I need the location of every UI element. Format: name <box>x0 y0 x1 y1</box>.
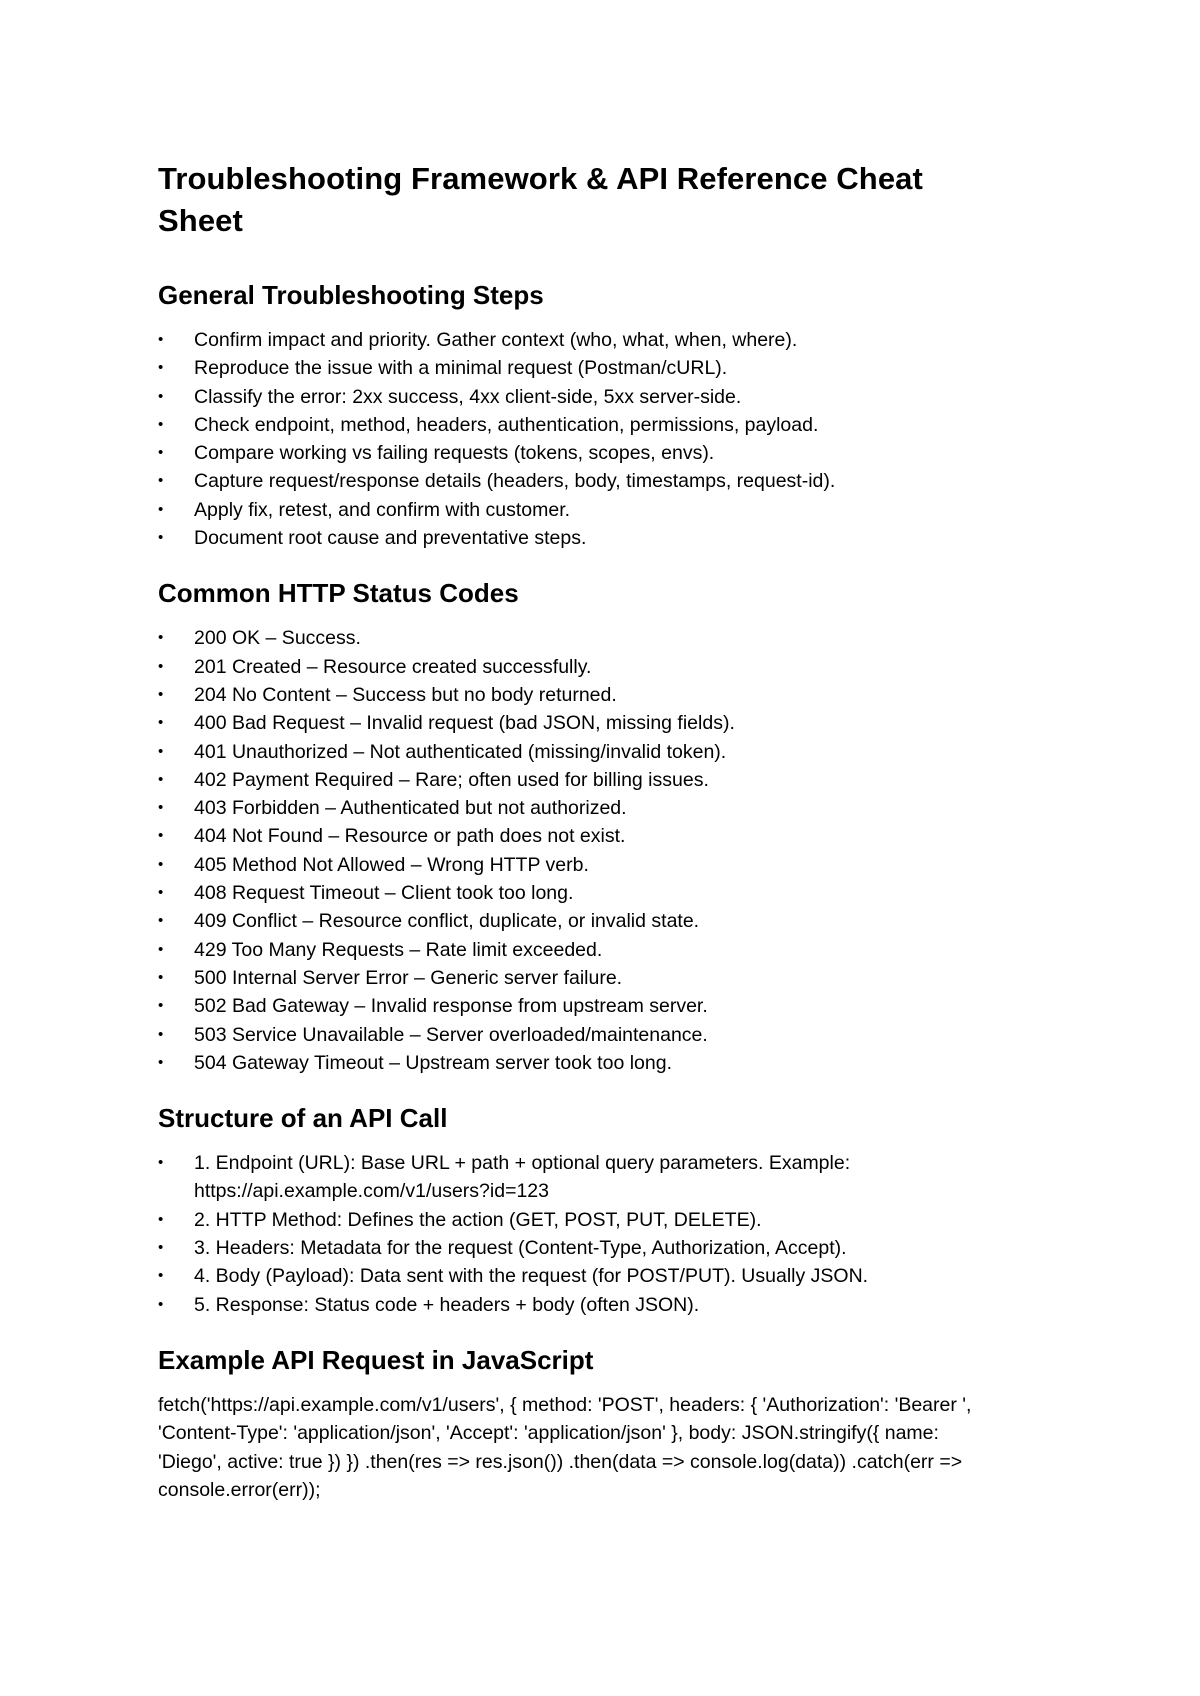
bullet-icon: • <box>158 359 164 377</box>
list-item <box>158 794 1000 822</box>
list-item-text: 500 Internal Server Error – Generic server failure. <box>194 966 623 989</box>
list-item <box>158 709 1000 737</box>
status-codes-list <box>158 624 1000 1077</box>
list-item <box>158 1049 1000 1077</box>
bullet-icon: • <box>158 629 164 647</box>
bullet-icon: • <box>158 827 164 845</box>
bullet-icon: • <box>158 472 164 490</box>
list-item <box>158 1021 1000 1049</box>
bullet-icon: • <box>158 1053 164 1071</box>
list-item-text: 200 OK – Success. <box>194 627 361 650</box>
list-item <box>158 936 1000 964</box>
list-item-text: 409 Conflict – Resource conflict, duplicate, or invalid state. <box>194 910 700 933</box>
list-item-text: 4. Body (Payload): Data sent with the request (for POST/PUT). Usually JSON. <box>194 1265 869 1288</box>
list-item-text: Confirm impact and priority. Gather context (who, what, when, where). <box>194 329 798 351</box>
list-item <box>158 964 1000 992</box>
list-item-text: 201 Created – Resource created successfully. <box>194 655 592 678</box>
list-item <box>158 879 1000 907</box>
bullet-icon: • <box>158 940 164 958</box>
list-item <box>158 1291 1000 1319</box>
list-item-text: 204 No Content – Success but no body returned. <box>194 683 617 706</box>
bullet-icon: • <box>158 1295 164 1313</box>
list-item <box>158 992 1000 1020</box>
list-item-text: 403 Forbidden – Authenticated but not authorized. <box>194 797 627 820</box>
list-item <box>158 1234 1000 1262</box>
list-item-text: 402 Payment Required – Rare; often used for billing issues. <box>194 768 709 791</box>
list-item <box>158 738 1000 766</box>
list-item-text: Apply fix, retest, and confirm with customer. <box>194 498 571 521</box>
js-example-code: fetch('https://api.example.com/v1/users', { method: 'POST', headers: { 'Authorization': 'Bearer ', 'Content-Type': 'application/json', 'Accept': 'application/json' }, body: JSON.stringify({ name: 'Diego', active: true }) }) .then(res => res.json()) .then(data => console.log(data)) .catch(err => console.error(err)); <box>158 1393 972 1502</box>
list-item <box>158 624 1000 652</box>
bullet-icon: • <box>158 444 164 462</box>
list-item <box>158 653 1000 681</box>
list-item <box>158 851 1000 879</box>
list-item-text: 400 Bad Request – Invalid request (bad JSON, missing fields). <box>194 712 735 735</box>
bullet-icon: • <box>158 685 164 703</box>
bullet-icon: • <box>158 1267 164 1285</box>
bullet-icon: • <box>158 968 164 986</box>
list-item <box>158 1206 1000 1234</box>
bullet-icon: • <box>158 1025 164 1043</box>
bullet-icon: • <box>158 799 164 817</box>
bullet-icon: • <box>158 742 164 760</box>
list-item <box>158 326 1000 354</box>
list-item-text: 3. Headers: Metadata for the request (Content-Type, Authorization, Accept). <box>194 1237 847 1260</box>
bullet-icon: • <box>158 387 164 405</box>
list-item <box>158 411 1000 439</box>
list-item-text: Check endpoint, method, headers, authentication, permissions, payload. <box>194 413 819 436</box>
list-item-text: 404 Not Found – Resource or path does not exist. <box>194 825 626 848</box>
list-item-text: 2. HTTP Method: Defines the action (GET, POST, PUT, DELETE). <box>194 1208 762 1231</box>
bullet-icon: • <box>158 500 164 518</box>
api-structure-list <box>158 1149 1000 1319</box>
bullet-icon: • <box>158 1239 164 1257</box>
list-item-text: Classify the error: 2xx success, 4xx client-side, 5xx server-side. <box>194 385 742 408</box>
list-item-text: 504 Gateway Timeout – Upstream server took too long. <box>194 1051 672 1074</box>
list-item-text: 408 Request Timeout – Client took too long. <box>194 882 574 905</box>
bullet-icon: • <box>158 912 164 930</box>
bullet-icon: • <box>158 855 164 873</box>
list-item <box>158 354 1000 382</box>
list-item <box>158 766 1000 794</box>
bullet-icon: • <box>158 884 164 902</box>
list-item <box>158 524 1000 552</box>
bullet-icon: • <box>158 657 164 675</box>
list-item <box>158 681 1000 709</box>
list-item <box>158 1262 1000 1290</box>
page-title: Troubleshooting Framework & API Reference Cheat Sheet <box>158 161 923 238</box>
list-item <box>158 496 1000 524</box>
list-item <box>158 439 1000 467</box>
list-item <box>158 822 1000 850</box>
list-item-text: Reproduce the issue with a minimal request (Postman/cURL). <box>194 357 728 380</box>
section-heading-status-codes: Common HTTP Status Codes <box>158 578 519 609</box>
troubleshooting-steps-list <box>158 326 1000 552</box>
list-item <box>158 907 1000 935</box>
list-item <box>158 1149 1000 1206</box>
list-item <box>158 383 1000 411</box>
bullet-icon: • <box>158 1154 164 1172</box>
list-item-text: Document root cause and preventative steps. <box>194 527 587 550</box>
bullet-icon: • <box>158 1210 164 1228</box>
bullet-icon: • <box>158 529 164 547</box>
list-item-text: Compare working vs failing requests (tokens, scopes, envs). <box>194 442 715 465</box>
list-item-text: Capture request/response details (headers, body, timestamps, request-id). <box>194 470 836 493</box>
list-item-text: 405 Method Not Allowed – Wrong HTTP verb. <box>194 853 589 876</box>
section-heading-js-example: Example API Request in JavaScript <box>158 1344 594 1375</box>
list-item-text: 503 Service Unavailable – Server overloaded/maintenance. <box>194 1023 708 1046</box>
list-item-text: 5. Response: Status code + headers + body (often JSON). <box>194 1293 700 1316</box>
list-item-text: 502 Bad Gateway – Invalid response from upstream server. <box>194 995 708 1018</box>
bullet-icon: • <box>158 415 164 433</box>
bullet-icon: • <box>158 714 164 732</box>
list-item <box>158 467 1000 495</box>
section-heading-troubleshooting: General Troubleshooting Steps <box>158 280 544 310</box>
bullet-icon: • <box>158 770 164 788</box>
section-heading-api-structure: Structure of an API Call <box>158 1103 448 1134</box>
list-item-text: 1. Endpoint (URL): Base URL + path + optional query parameters. Example: https://api.example.com/v1/users?id=123 <box>194 1152 851 1203</box>
bullet-icon: • <box>158 331 164 348</box>
list-item-text: 429 Too Many Requests – Rate limit exceeded. <box>194 938 603 961</box>
list-item-text: 401 Unauthorized – Not authenticated (missing/invalid token). <box>194 740 727 763</box>
bullet-icon: • <box>158 997 164 1015</box>
